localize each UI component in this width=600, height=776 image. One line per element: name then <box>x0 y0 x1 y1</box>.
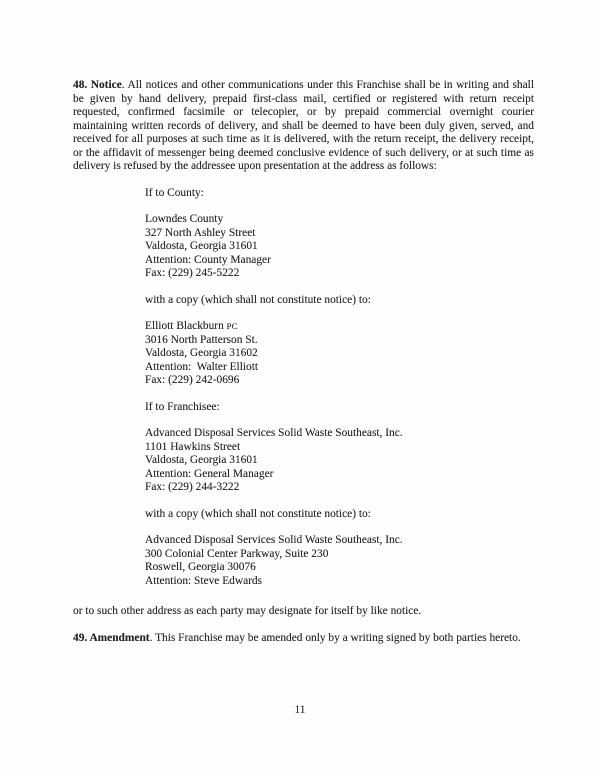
with-copy-label-1: with a copy (which shall not constitute notice) to: <box>145 293 371 306</box>
franchisee-copy-name: Advanced Disposal Services Solid Waste Southeast, Inc. <box>145 534 403 546</box>
section-48-notice-paragraph <box>73 79 534 174</box>
franchisee-address-block <box>145 427 534 495</box>
franchisee-address-name: Advanced Disposal Services Solid Waste Southeast, Inc. <box>145 427 403 439</box>
county-address-fax: Fax: (229) 245-5222 <box>145 267 240 279</box>
with-copy-label-2: with a copy (which shall not constitute notice) to: <box>145 507 371 520</box>
firm-suffix: PC <box>226 321 238 331</box>
section-48-body: . All notices and other communications under this Franchise shall be in writing and shall be given by hand delivery, prepaid first-class mail, certified or registered with return receipt requested, confirmed facsimile or telecopier, or by prepaid commercial overnight courier maintaining written records of delivery, and shall be deemed to have been duly given, served, and received for all purposes at such time as it is delivered, with the return receipt, the delivery receipt, or the affidavit of messenger being deemed conclusive evidence of such delivery, or at such time as delivery is refused by the addressee upon presentation at the address as follows: <box>73 79 534 172</box>
section-49-body: . This Franchise may be amended only by a writing signed by both parties hereto. <box>149 631 521 644</box>
county-address-city: Valdosta, Georgia 31601 <box>145 240 258 252</box>
document-content <box>73 79 534 658</box>
franchisee-copy-address-block <box>145 534 534 588</box>
county-address-block <box>145 213 534 281</box>
section-49-amendment-paragraph <box>73 632 534 646</box>
county-address-attention: Attention: County Manager <box>145 253 271 266</box>
closing-sentence: or to such other address as each party may designate for itself by like notice. <box>73 605 422 617</box>
franchisee-address-fax: Fax: (229) 244-3222 <box>145 481 240 493</box>
copy-address-street: 3016 North Patterson St. <box>145 333 258 346</box>
county-copy-address-block <box>145 320 534 388</box>
franchisee-address-street: 1101 Hawkins Street <box>145 440 241 453</box>
if-to-franchisee-label: If to Franchisee: <box>145 400 220 413</box>
firm-name: Elliott Blackburn <box>145 320 224 332</box>
franchisee-copy-street: 300 Colonial Center Parkway, Suite 230 <box>145 547 329 560</box>
section-49-heading: 49. Amendment <box>73 631 150 644</box>
franchisee-copy-attention: Attention: Steve Edwards <box>145 574 263 587</box>
franchisee-copy-city: Roswell, Georgia 30076 <box>145 561 256 573</box>
franchisee-address-attention: Attention: General Manager <box>145 467 274 480</box>
copy-address-city: Valdosta, Georgia 31602 <box>145 347 258 359</box>
franchisee-address-city: Valdosta, Georgia 31601 <box>145 454 258 466</box>
county-address-name: Lowndes County <box>145 213 224 225</box>
copy-address-fax: Fax: (229) 242-0696 <box>145 374 240 386</box>
section-48-heading: 48. Notice <box>73 79 122 91</box>
if-to-county-label: If to County: <box>145 186 204 199</box>
copy-address-attention: Attention: Walter Elliott <box>145 360 259 373</box>
copy-firm-line <box>145 320 534 334</box>
page-number: 11 <box>294 704 306 716</box>
county-address-street: 327 North Ashley Street <box>145 226 256 239</box>
